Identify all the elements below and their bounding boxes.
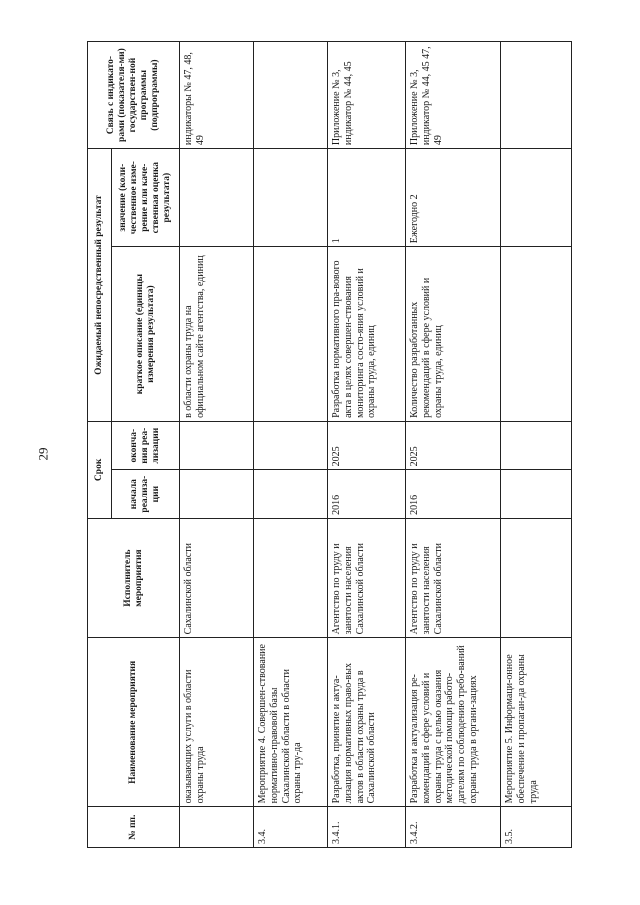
cell-num: 3.4. bbox=[254, 807, 328, 848]
cell-executor: Сахалинской области bbox=[180, 518, 254, 637]
cell-executor bbox=[254, 518, 328, 637]
cell-link bbox=[254, 42, 328, 149]
table-row bbox=[501, 42, 572, 848]
table-row bbox=[406, 42, 501, 848]
cell-name: Мероприятие 5. Информаци-онное обеспечение и пропаган-да охраны труда bbox=[501, 638, 572, 807]
cell-link bbox=[501, 42, 572, 149]
header-term: Срок bbox=[88, 421, 112, 518]
cell-link: индикаторы № 47, 48, 49 bbox=[180, 42, 254, 149]
header-num: № пп. bbox=[88, 807, 180, 848]
cell-desc bbox=[501, 247, 572, 422]
cell-value: 1 bbox=[328, 149, 406, 247]
cell-name: Мероприятие 4. Совершен-ствование нормативно-правовой базы Сахалинской области в области охраны тру-да bbox=[254, 638, 328, 807]
cell-num: 3.4.2. bbox=[406, 807, 501, 848]
cell-value: Ежегодно 2 bbox=[406, 149, 501, 247]
cell-end: 2025 bbox=[406, 421, 501, 469]
cell-value bbox=[180, 149, 254, 247]
cell-start bbox=[254, 470, 328, 518]
cell-value bbox=[501, 149, 572, 247]
header-executor: Исполнитель мероприятия bbox=[88, 518, 180, 637]
cell-num: 3.5. bbox=[501, 807, 572, 848]
cell-end bbox=[501, 421, 572, 469]
cell-end: 2025 bbox=[328, 421, 406, 469]
rotated-table-container bbox=[87, 41, 571, 848]
header-result-value: значение (коли-чественное изме-рение или каче-ственная оценка результата) bbox=[112, 149, 180, 247]
cell-name: Разработка, принятие и актуа-лизация нормативных право-вых актов в области охраны труда в Сахалинской области bbox=[328, 638, 406, 807]
cell-name: оказывающих услуги в области охраны труда bbox=[180, 638, 254, 807]
header-name: Наименование мероприятия bbox=[88, 638, 180, 807]
cell-name: Разработка и актуализация ре-комендаций в сфере условий и охраны труда с целью оказания методической помощи работо-дателям по соблюдению требо-ваний охраны труда в органи-зациях bbox=[406, 638, 501, 807]
table-row bbox=[328, 42, 406, 848]
cell-desc: в области охраны труда на официальном сайте агентства, единиц bbox=[180, 247, 254, 422]
cell-start bbox=[180, 470, 254, 518]
table-row bbox=[180, 42, 254, 848]
cell-desc: Количество разработанных рекомендаций в сфере условий и охраны труда, единиц bbox=[406, 247, 501, 422]
header-link: Связь с индикато-рами (показателя-ми) государствен-ной программы (подпрограммы) bbox=[88, 42, 180, 149]
table-row bbox=[254, 42, 328, 848]
cell-desc bbox=[254, 247, 328, 422]
cell-link: Приложение № 3, индикатор № 44, 45 47, 49 bbox=[406, 42, 501, 149]
cell-end bbox=[180, 421, 254, 469]
cell-end bbox=[254, 421, 328, 469]
page-number: 29 bbox=[35, 447, 51, 461]
header-result-desc: краткое описание (единицы измерения результата) bbox=[112, 247, 180, 422]
cell-num bbox=[180, 807, 254, 848]
cell-desc: Разработка нормативного пра-вового акта в целях совершен-ствования мониторинга состо-яния условий и охраны труда, единиц bbox=[328, 247, 406, 422]
header-result: Ожидаемый непосредственный результат bbox=[88, 149, 112, 422]
activities-table bbox=[87, 41, 572, 848]
cell-link: Приложение № 3, индикатор № 44, 45 bbox=[328, 42, 406, 149]
header-term-end: оконча-ния реа-лизации bbox=[112, 421, 180, 469]
cell-executor: Агентство по труду и занятости населения Сахалинской области bbox=[406, 518, 501, 637]
cell-start bbox=[501, 470, 572, 518]
cell-num: 3.4.1. bbox=[328, 807, 406, 848]
cell-start: 2016 bbox=[328, 470, 406, 518]
cell-start: 2016 bbox=[406, 470, 501, 518]
cell-executor bbox=[501, 518, 572, 637]
header-term-start: начала реализа-ции bbox=[112, 470, 180, 518]
cell-value bbox=[254, 149, 328, 247]
cell-executor: Агентство по труду и занятости населения Сахалинской области bbox=[328, 518, 406, 637]
